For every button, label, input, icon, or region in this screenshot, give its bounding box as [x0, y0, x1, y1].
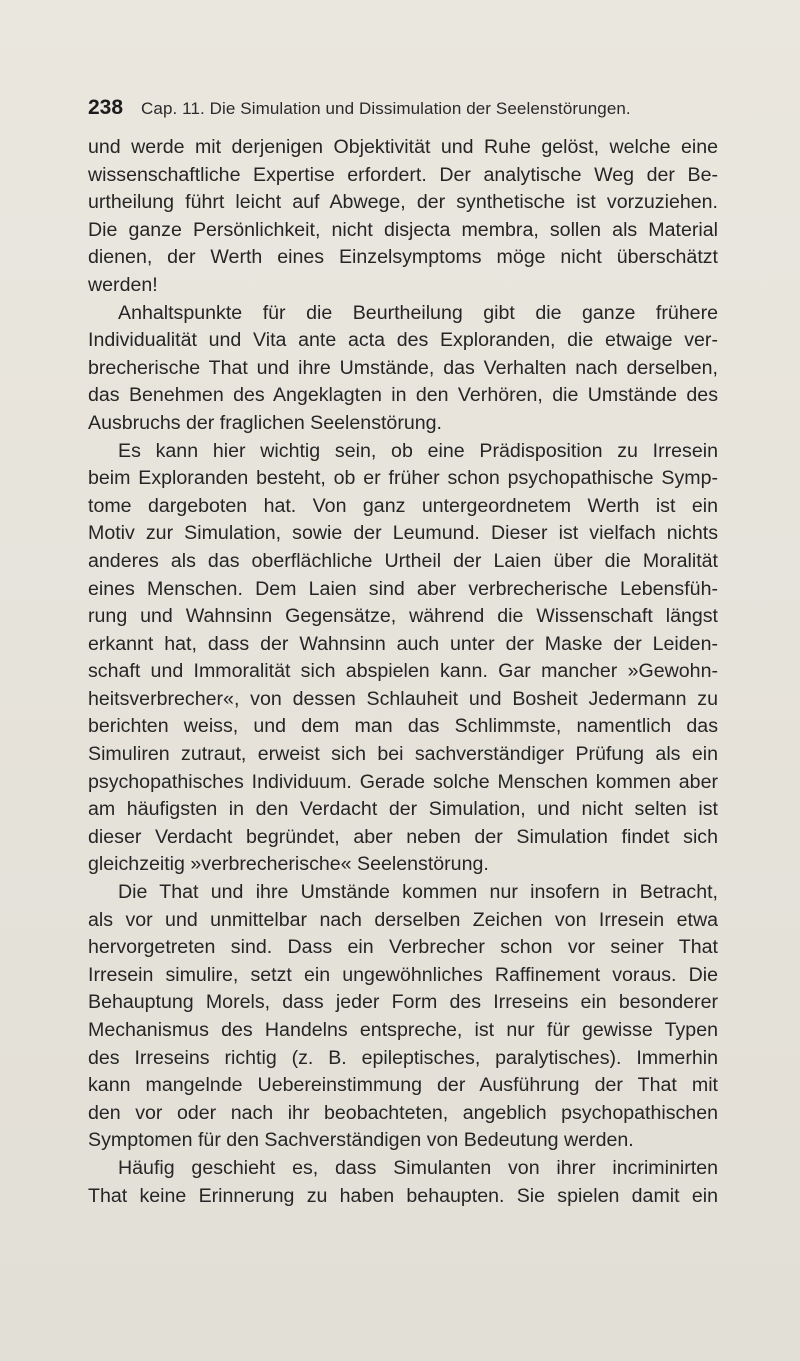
text-line: Anhaltspunkte für die Beurtheilung gibt die ganze frühere — [118, 301, 718, 324]
text-line: den vor oder nach ihr beobachteten, angeblich psychopathischen — [88, 1101, 718, 1124]
text-line: Behauptung Morels, dass jeder Form des Irreseins ein besonderer — [88, 991, 718, 1014]
text-line: des Irreseins richtig (z. B. epileptisches, paralytisches). Immerhin — [88, 1046, 718, 1069]
text-line: urtheilung führt leicht auf Abwege, der synthetische ist vorzuziehen. — [88, 191, 718, 214]
text-line: tome dargeboten hat. Von ganz untergeordnetem Werth ist ein — [88, 494, 718, 517]
text-line: brecherische That und ihre Umstände, das Verhalten nach derselben, — [88, 356, 718, 379]
text-line: Motiv zur Simulation, sowie der Leumund. Dieser ist vielfach nichts — [88, 522, 718, 545]
text-line: rung und Wahnsinn Gegensätze, während die Wissenschaft längst — [88, 605, 718, 628]
text-line: psychopathisches Individuum. Gerade solche Menschen kommen aber — [88, 770, 718, 793]
text-line: Symptomen für den Sachverständigen von Bedeutung werden. — [88, 1129, 634, 1152]
running-head — [88, 96, 728, 126]
text-line: Simuliren zutraut, erweist sich bei sachverständiger Prüfung als ein — [88, 743, 718, 766]
text-line: dieser Verdacht begründet, aber neben der Simulation findet sich — [88, 825, 718, 848]
text-line: gleichzeitig »verbrecherische« Seelenstörung. — [88, 853, 489, 876]
text-line: eines Menschen. Dem Laien sind aber verbrecherische Lebensfüh- — [88, 577, 718, 600]
text-line: werden! — [88, 273, 158, 296]
text-line: Mechanismus des Handelns entspreche, ist nur für gewisse Typen — [88, 1019, 718, 1041]
text-line: Häufig geschieht es, dass Simulanten von ihrer incriminirten — [118, 1156, 718, 1179]
text-line: als vor und unmittelbar nach derselben Zeichen von Irresein etwa — [88, 908, 718, 931]
text-line: schaft und Immoralität sich abspielen kann. Gar mancher »Gewohn- — [88, 660, 718, 683]
text-line: hervorgetreten sind. Dass ein Verbrecher schon vor seiner That — [88, 936, 718, 959]
text-line: wissenschaftliche Expertise erfordert. Der analytische Weg der Be- — [88, 163, 718, 186]
text-line: Irresein simulire, setzt ein ungewöhnliches Raffinement voraus. Die — [88, 963, 718, 986]
body-text — [88, 134, 718, 1210]
text-line: dienen, der Werth eines Einzelsymptoms möge nicht überschätzt — [88, 246, 718, 269]
page-number: 238 — [88, 96, 124, 119]
text-line: kann mangelnde Uebereinstimmung der Ausführung der That mit — [88, 1074, 718, 1097]
chapter-running-title: Cap. 11. Die Simulation und Dissimulation der Seelenstörungen. — [141, 99, 631, 118]
text-line: Es kann hier wichtig sein, ob eine Prädisposition zu Irresein — [118, 439, 718, 462]
text-line: das Benehmen des Angeklagten in den Verhören, die Umstände des — [88, 384, 718, 407]
text-line: That keine Erinnerung zu haben behaupten. Sie spielen damit ein — [88, 1184, 718, 1207]
text-line: anderes als das oberflächliche Urtheil der Laien über die Moralität — [88, 549, 718, 572]
text-line: berichten weiss, und dem man das Schlimmste, namentlich das — [88, 715, 718, 738]
text-line: Individualität und Vita ante acta des Exploranden, die etwaige ver- — [88, 329, 718, 352]
text-line: Die That und ihre Umstände kommen nur insofern in Betracht, — [118, 881, 718, 904]
text-line: beim Exploranden besteht, ob er früher schon psychopathische Symp- — [88, 467, 718, 490]
text-line: am häufigsten in den Verdacht der Simulation, und nicht selten ist — [88, 798, 718, 821]
text-line: erkannt hat, dass der Wahnsinn auch unter der Maske der Leiden- — [88, 632, 718, 655]
text-line: heitsverbrecher«, von dessen Schlauheit und Bosheit Jedermann zu — [88, 687, 718, 710]
text-line: Die ganze Persönlichkeit, nicht disjecta membra, sollen als Material — [88, 218, 718, 241]
text-line: und werde mit derjenigen Objektivität und Ruhe gelöst, welche eine — [88, 136, 718, 158]
text-line: Ausbruchs der fraglichen Seelenstörung. — [88, 411, 442, 434]
